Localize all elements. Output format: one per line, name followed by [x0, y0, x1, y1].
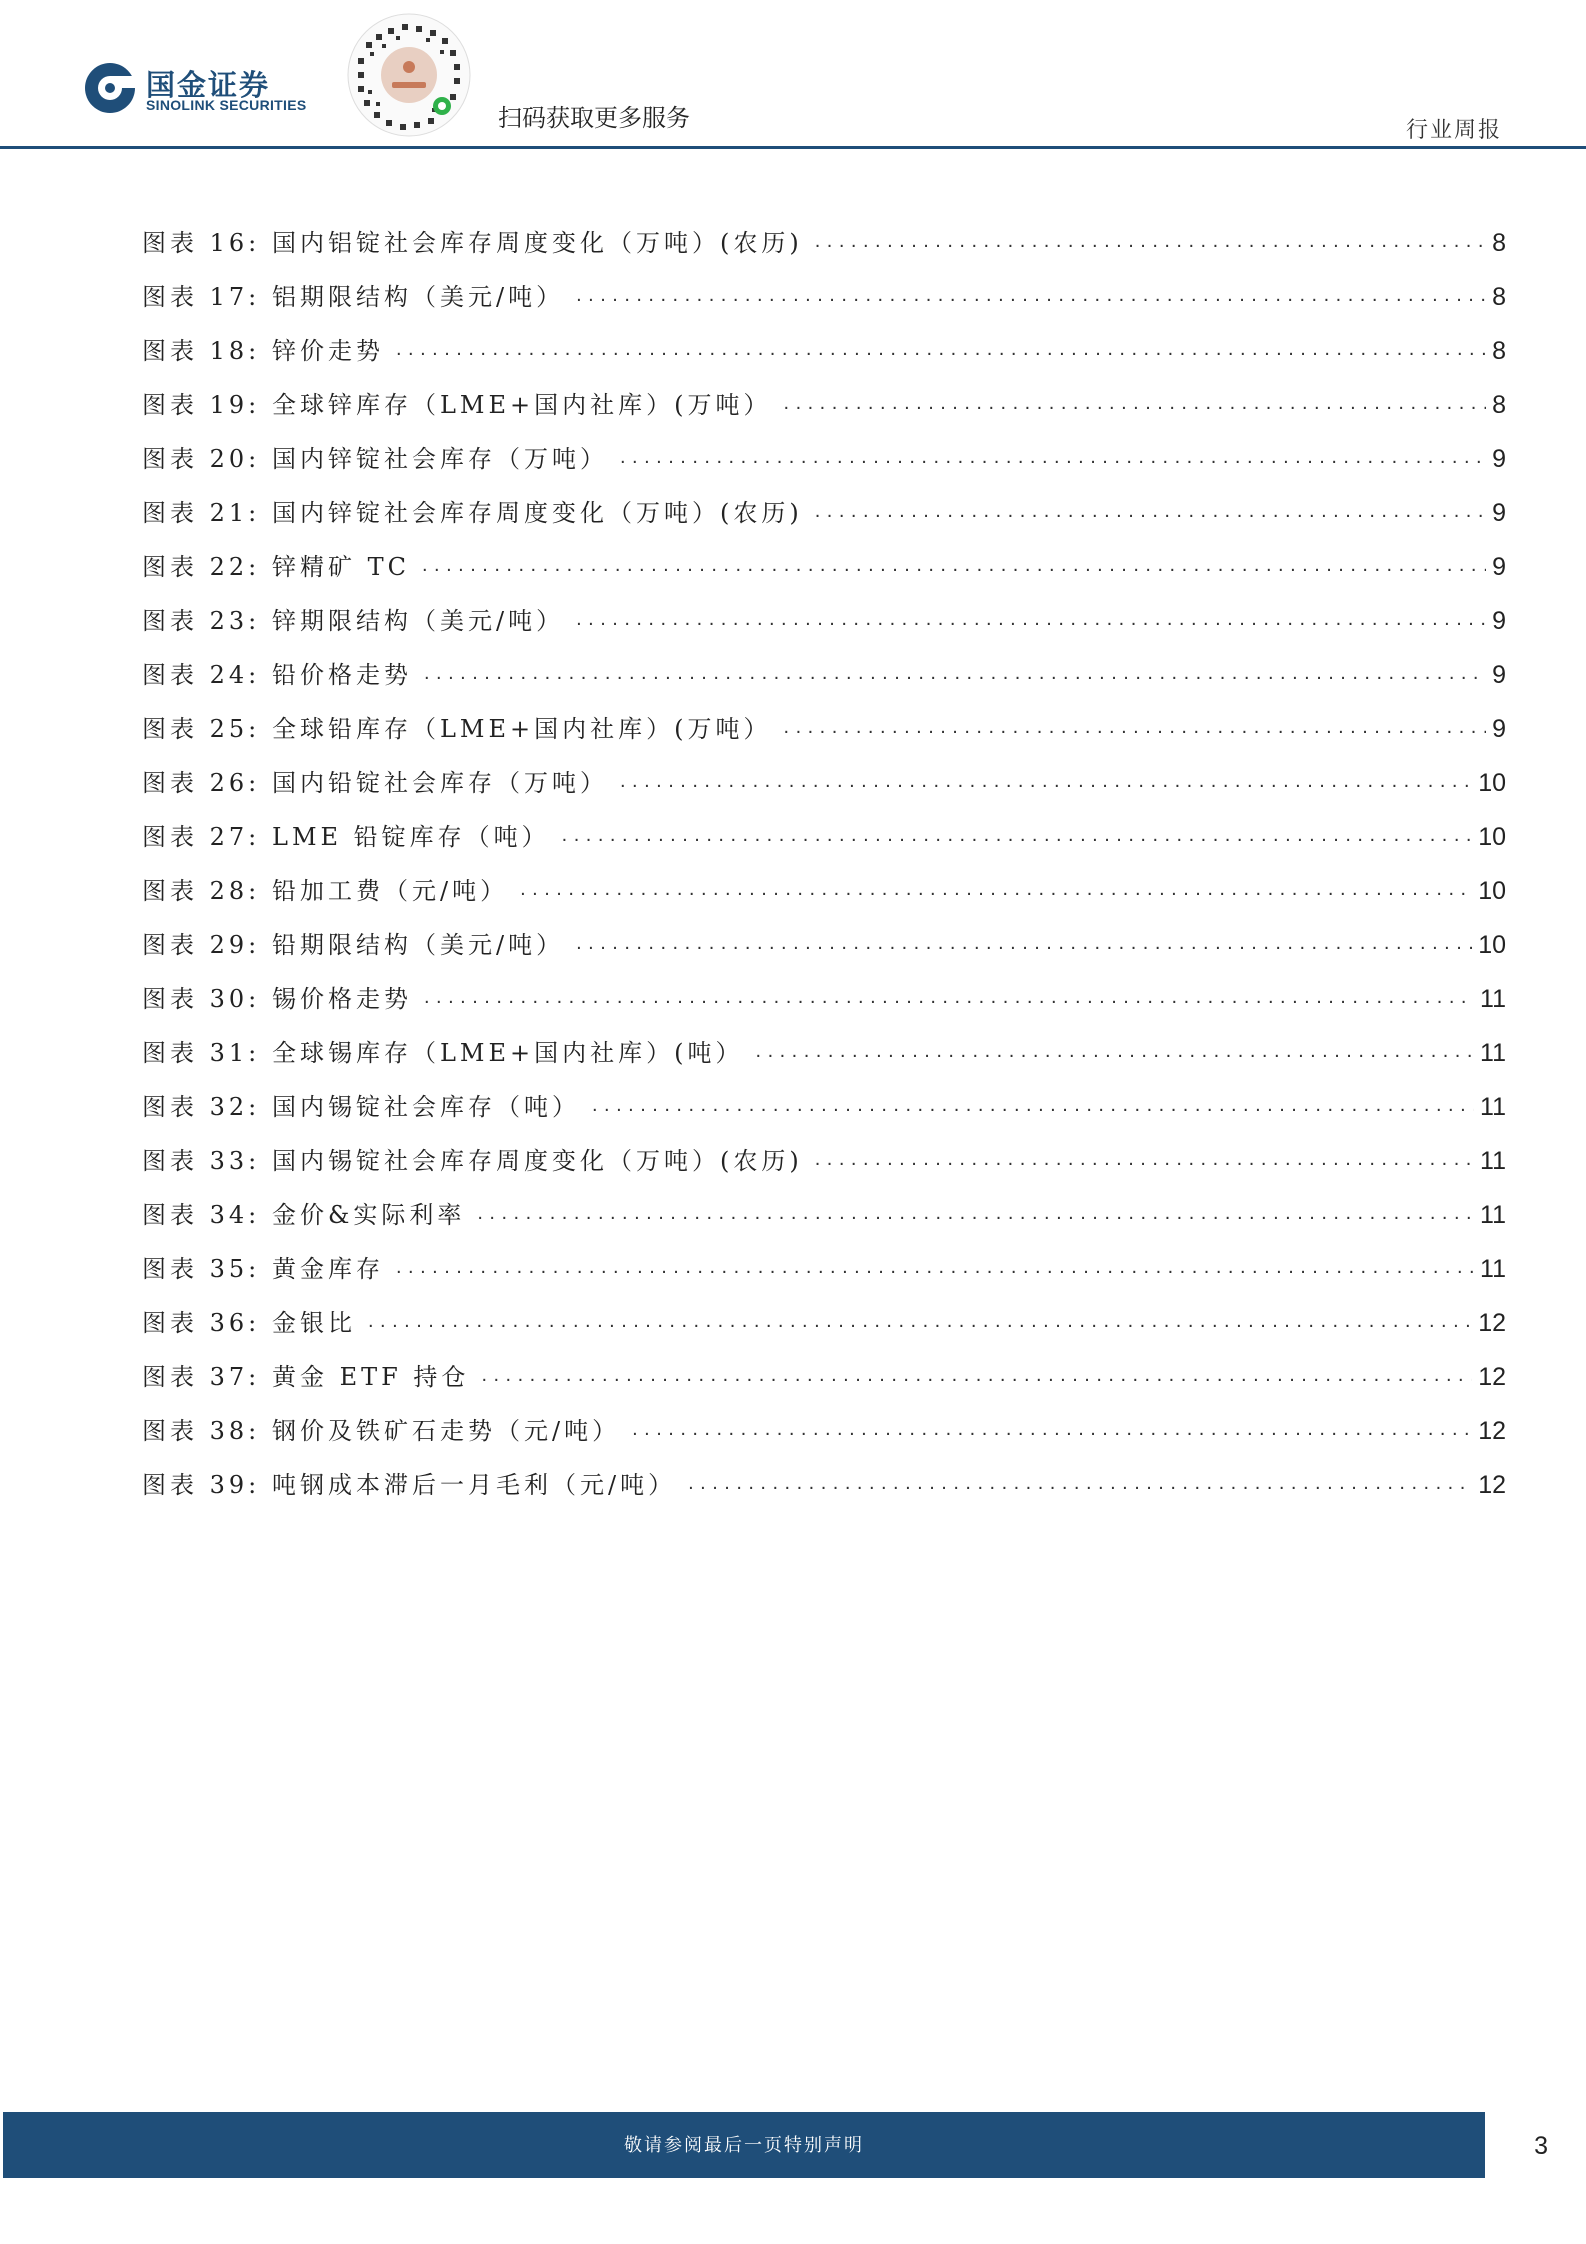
toc-leader-dots — [576, 930, 1472, 960]
toc-entry-label: 图表 25: — [142, 715, 261, 743]
toc-entry-title: LME 铅锭库存（吨） — [272, 823, 550, 851]
toc-entry-title: 金银比 — [272, 1309, 356, 1337]
toc-leader-dots — [784, 390, 1487, 420]
page-header — [0, 0, 1586, 150]
toc-entry-title: 全球锌库存（LME+国内社库）(万吨） — [272, 391, 772, 419]
toc-entry-title: 铅加工费（元/吨） — [272, 877, 509, 905]
toc-leader-dots — [576, 606, 1486, 636]
toc-entry-title: 黄金库存 — [272, 1255, 384, 1283]
toc-leader-dots — [815, 498, 1486, 528]
toc-entry[interactable] — [142, 704, 1506, 744]
toc-entry-page: 8 — [1492, 337, 1506, 365]
toc-entry-label: 图表 21: — [142, 499, 261, 527]
toc-entry-page: 11 — [1480, 1201, 1506, 1229]
toc-entry-label: 图表 32: — [142, 1093, 261, 1121]
toc-entry-page: 12 — [1478, 1309, 1506, 1337]
toc-entry-title: 锌期限结构（美元/吨） — [272, 607, 565, 635]
toc-entry[interactable] — [142, 1190, 1506, 1230]
toc-entry-title: 钢价及铁矿石走势（元/吨） — [272, 1417, 621, 1445]
toc-entry-page: 12 — [1478, 1417, 1506, 1445]
toc-entry-page: 9 — [1492, 607, 1506, 635]
toc-leader-dots — [815, 1146, 1474, 1176]
toc-entry-page: 12 — [1478, 1471, 1506, 1499]
toc-entry[interactable] — [142, 272, 1506, 312]
toc-leader-dots — [481, 1362, 1472, 1392]
toc-leader-dots — [424, 984, 1474, 1014]
toc-leader-dots — [396, 1254, 1474, 1284]
toc-entry-title: 锡价格走势 — [272, 985, 412, 1013]
toc-entry-label: 图表 24: — [142, 661, 261, 689]
toc-entry-page: 8 — [1492, 391, 1506, 419]
toc-entry-title: 锌价走势 — [272, 337, 384, 365]
toc-entry-label: 图表 18: — [142, 337, 261, 365]
toc-entry-label: 图表 27: — [142, 823, 261, 851]
toc-entry-label: 图表 33: — [142, 1147, 261, 1175]
toc-entry-page: 9 — [1492, 715, 1506, 743]
toc-leader-dots — [620, 768, 1472, 798]
qr-caption: 扫码获取更多服务 — [498, 104, 690, 132]
toc-entry-title: 铝期限结构（美元/吨） — [272, 283, 565, 311]
toc-leader-dots — [620, 444, 1486, 474]
toc-entry[interactable] — [142, 866, 1506, 906]
toc-entry-title: 金价&实际利率 — [272, 1201, 466, 1229]
sinolink-logo-icon — [84, 62, 136, 114]
toc-leader-dots — [592, 1092, 1474, 1122]
toc-leader-dots — [396, 336, 1486, 366]
toc-entry-page: 8 — [1492, 229, 1506, 257]
toc-entry[interactable] — [142, 488, 1506, 528]
toc-leader-dots — [576, 282, 1486, 312]
toc-entry-label: 图表 30: — [142, 985, 261, 1013]
toc-entry-page: 9 — [1492, 553, 1506, 581]
header-divider — [0, 146, 1586, 149]
logo-chinese-name: 国金证券 — [146, 68, 271, 102]
toc-entry[interactable] — [142, 1082, 1506, 1122]
toc-entry-page: 11 — [1480, 1039, 1506, 1067]
toc-leader-dots — [368, 1308, 1472, 1338]
toc-entry-label: 图表 39: — [142, 1471, 261, 1499]
toc-entry-page: 11 — [1480, 1147, 1506, 1175]
toc-entry-title: 国内锡锭社会库存周度变化（万吨）(农历) — [272, 1147, 803, 1175]
toc-entry-label: 图表 35: — [142, 1255, 261, 1283]
toc-entry-page: 9 — [1492, 499, 1506, 527]
toc-entry[interactable] — [142, 542, 1506, 582]
toc-entry[interactable] — [142, 1028, 1506, 1068]
toc-entry-label: 图表 26: — [142, 769, 261, 797]
toc-entry-label: 图表 29: — [142, 931, 261, 959]
toc-leader-dots — [520, 876, 1472, 906]
toc-entry-title: 全球铅库存（LME+国内社库）(万吨） — [272, 715, 772, 743]
toc-entry-label: 图表 31: — [142, 1039, 261, 1067]
toc-entry-title: 吨钢成本滞后一月毛利（元/吨） — [272, 1471, 677, 1499]
toc-entry-label: 图表 28: — [142, 877, 261, 905]
toc-entry-page: 11 — [1480, 1255, 1506, 1283]
toc-entry-label: 图表 36: — [142, 1309, 261, 1337]
toc-entry-label: 图表 22: — [142, 553, 261, 581]
toc-entry[interactable] — [142, 1244, 1506, 1284]
footer-bar — [3, 2112, 1485, 2178]
toc-entry-label: 图表 16: — [142, 229, 261, 257]
toc-entry-page: 11 — [1480, 985, 1506, 1013]
report-type-label: 行业周报 — [1405, 118, 1502, 143]
toc-entry[interactable] — [142, 326, 1506, 366]
toc-leader-dots — [562, 822, 1473, 852]
toc-entry-title: 国内锌锭社会库存周度变化（万吨）(农历) — [272, 499, 803, 527]
toc-entry-title: 全球锡库存（LME+国内社库）(吨） — [272, 1039, 744, 1067]
toc-entry-label: 图表 20: — [142, 445, 261, 473]
qr-code-icon[interactable] — [346, 12, 472, 138]
toc-leader-dots — [422, 552, 1486, 582]
toc-entry-title: 国内铅锭社会库存（万吨） — [272, 769, 608, 797]
toc-entry-label: 图表 34: — [142, 1201, 261, 1229]
toc-entry-title: 锌精矿 TC — [272, 553, 410, 581]
toc-leader-dots — [424, 660, 1486, 690]
toc-entry-title: 国内铝锭社会库存周度变化（万吨）(农历) — [272, 229, 803, 257]
toc-entry[interactable] — [142, 1298, 1506, 1338]
toc-entry-page: 9 — [1492, 445, 1506, 473]
toc-entry-title: 铅价格走势 — [272, 661, 412, 689]
toc-entry-title: 黄金 ETF 持仓 — [272, 1363, 470, 1391]
toc-entry-page: 11 — [1480, 1093, 1506, 1121]
toc-entry-page: 10 — [1478, 823, 1506, 851]
toc-entry-title: 国内锌锭社会库存（万吨） — [272, 445, 608, 473]
toc-leader-dots — [756, 1038, 1475, 1068]
toc-leader-dots — [477, 1200, 1474, 1230]
toc-leader-dots — [784, 714, 1487, 744]
toc-entry[interactable] — [142, 974, 1506, 1014]
toc-entry-page: 10 — [1478, 877, 1506, 905]
toc-leader-dots — [688, 1470, 1472, 1500]
toc-entry-title: 铅期限结构（美元/吨） — [272, 931, 565, 959]
toc-entry-label: 图表 37: — [142, 1363, 261, 1391]
logo-english-name: SINOLINK SECURITIES — [146, 97, 307, 113]
toc-entry-page: 8 — [1492, 283, 1506, 311]
toc-entry[interactable] — [142, 434, 1506, 474]
toc-entry[interactable] — [142, 650, 1506, 690]
toc-entry-page: 10 — [1478, 769, 1506, 797]
toc-entry-label: 图表 23: — [142, 607, 261, 635]
toc-entry[interactable] — [142, 380, 1506, 420]
toc-entry[interactable] — [142, 1460, 1506, 1500]
footer-disclaimer[interactable]: 敬请参阅最后一页特别声明 — [624, 2135, 864, 2156]
toc-entry[interactable] — [142, 1406, 1506, 1446]
page-number: 3 — [1534, 2132, 1548, 2160]
toc-entry[interactable] — [142, 758, 1506, 798]
toc-entry[interactable] — [142, 812, 1506, 852]
toc-entry-page: 9 — [1492, 661, 1506, 689]
toc-entry-label: 图表 38: — [142, 1417, 261, 1445]
toc-entry[interactable] — [142, 1352, 1506, 1392]
toc-entry-label: 图表 17: — [142, 283, 261, 311]
toc-entry[interactable] — [142, 920, 1506, 960]
toc-entry-page: 12 — [1478, 1363, 1506, 1391]
toc-entry[interactable] — [142, 1136, 1506, 1176]
page-footer — [0, 2112, 1586, 2178]
toc-entry[interactable] — [142, 218, 1506, 258]
toc-leader-dots — [815, 228, 1486, 258]
toc-entry-label: 图表 19: — [142, 391, 261, 419]
toc-leader-dots — [632, 1416, 1472, 1446]
toc-entry-page: 10 — [1478, 931, 1506, 959]
toc-entry-title: 国内锡锭社会库存（吨） — [272, 1093, 580, 1121]
toc-entry[interactable] — [142, 596, 1506, 636]
